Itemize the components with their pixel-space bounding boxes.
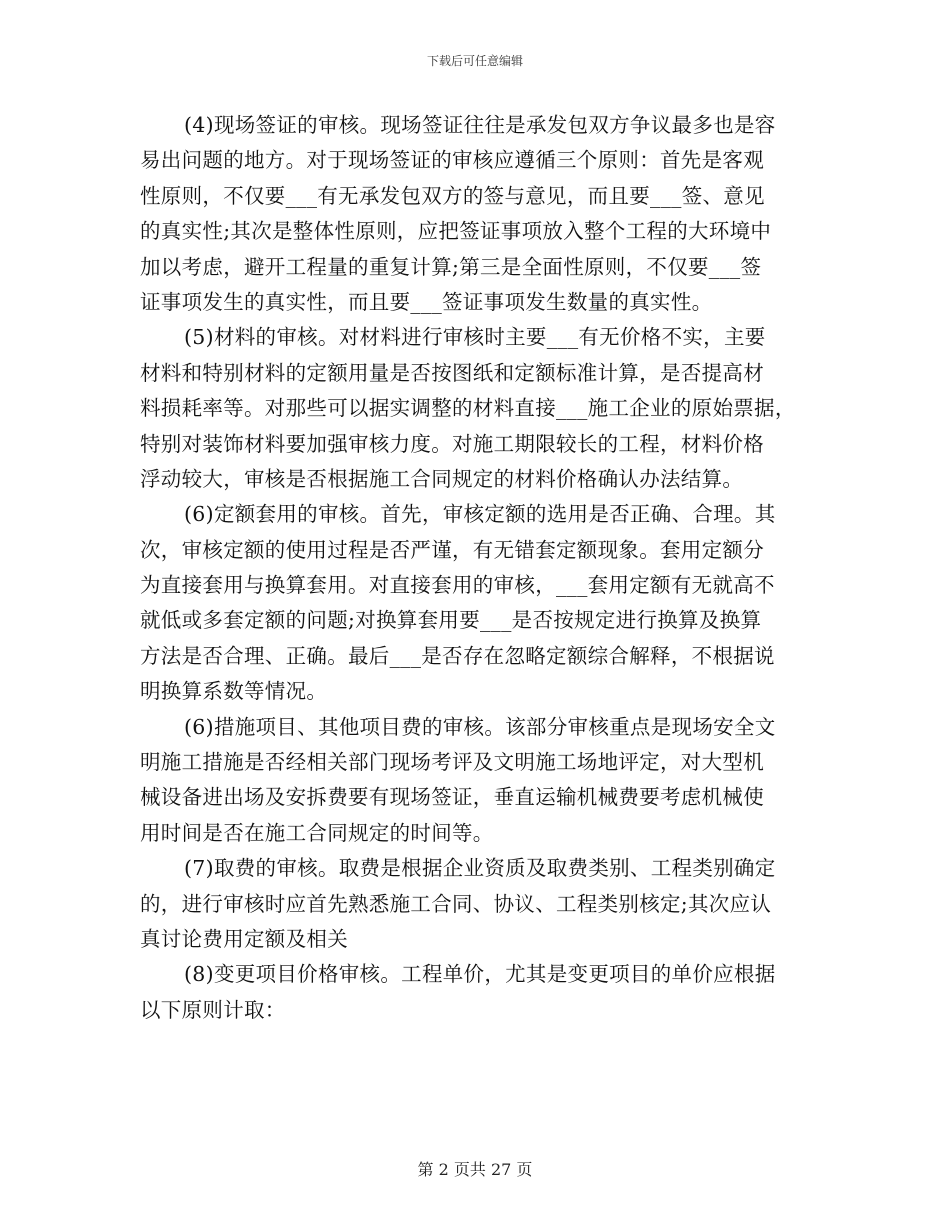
text-line: 材料和特别材料的定额用量是否按图纸和定额标准计算，是否提高材 xyxy=(140,360,764,385)
text-line: 明施工措施是否经相关部门现场考评及文明施工场地评定，对大型机 xyxy=(140,750,764,775)
text-line: (5)材料的审核。对材料进行审核时主要___有无价格不实，主要 xyxy=(184,325,766,350)
text-line: (8)变更项目价格审核。工程单价，尤其是变更项目的单价应根据 xyxy=(184,962,776,987)
text-line: 性原则，不仅要___有无承发包双方的签与意见，而且要___签、意见 xyxy=(140,183,765,208)
page-number-footer: 第 2 页共 27 页 xyxy=(417,1160,533,1179)
text-line: 真讨论费用定额及相关 xyxy=(140,926,348,951)
text-line: 明换算系数等情况。 xyxy=(140,679,328,704)
paragraph-measures-review xyxy=(140,710,815,852)
text-line: 次，审核定额的使用过程是否严谨，有无错套定额现象。套用定额分 xyxy=(140,537,764,562)
paragraph-fee-review xyxy=(140,851,815,957)
text-line: (7)取费的审核。取费是根据企业资质及取费类别、工程类别确定 xyxy=(184,856,776,881)
text-line: 的，进行审核时应首先熟悉施工合同、协议、工程类别核定;其次应认 xyxy=(140,891,772,916)
paragraph-material-review xyxy=(140,320,815,497)
page-header: 下载后可任意编辑 xyxy=(426,54,523,68)
text-line: 特别对装饰材料要加强审核力度。对施工期限较长的工程，材料价格 xyxy=(140,431,764,456)
text-line: 以下原则计取： xyxy=(140,997,286,1022)
text-line: 浮动较大，审核是否根据施工合同规定的材料价格确认办法结算。 xyxy=(140,466,744,491)
text-line: 就低或多套定额的问题;对换算套用要___是否按规定进行换算及换算 xyxy=(140,608,762,633)
text-line: 的真实性;其次是整体性原则，应把签证事项放入整个工程的大环境中 xyxy=(140,219,772,244)
text-line: 加以考虑，避开工程量的重复计算;第三是全面性原则，不仅要___签 xyxy=(140,254,762,279)
text-line: 械设备进出场及安拆费要有现场签证，垂直运输机械费要考虑机械使 xyxy=(140,785,764,810)
text-line: (4)现场签证的审核。现场签证往往是承发包双方争议最多也是容 xyxy=(184,113,776,137)
paragraph-quota-review xyxy=(140,497,815,709)
text-line: 为直接套用与换算套用。对直接套用的审核，___套用定额有无就高不 xyxy=(140,573,775,598)
text-line: 料损耗率等。对那些可以据实调整的材料直接___施工企业的原始票据， xyxy=(140,396,796,421)
text-line: 用时间是否在施工合同规定的时间等。 xyxy=(140,820,494,845)
text-line: 证事项发生的真实性，而且要___签证事项发生数量的真实性。 xyxy=(140,289,713,314)
document-body xyxy=(140,108,815,1028)
text-line: (6)措施项目、其他项目费的审核。该部分审核重点是现场安全文 xyxy=(184,714,776,739)
text-line: 易出问题的地方。对于现场签证的审核应遵循三个原则：首先是客观 xyxy=(140,148,764,173)
paragraph-change-price-review xyxy=(140,957,815,1028)
text-line: (6)定额套用的审核。首先，审核定额的选用是否正确、合理。其 xyxy=(184,502,776,527)
paragraph-site-visa-review xyxy=(140,108,815,320)
text-line: 方法是否合理、正确。最后___是否存在忽略定额综合解释，不根据说 xyxy=(140,643,775,668)
